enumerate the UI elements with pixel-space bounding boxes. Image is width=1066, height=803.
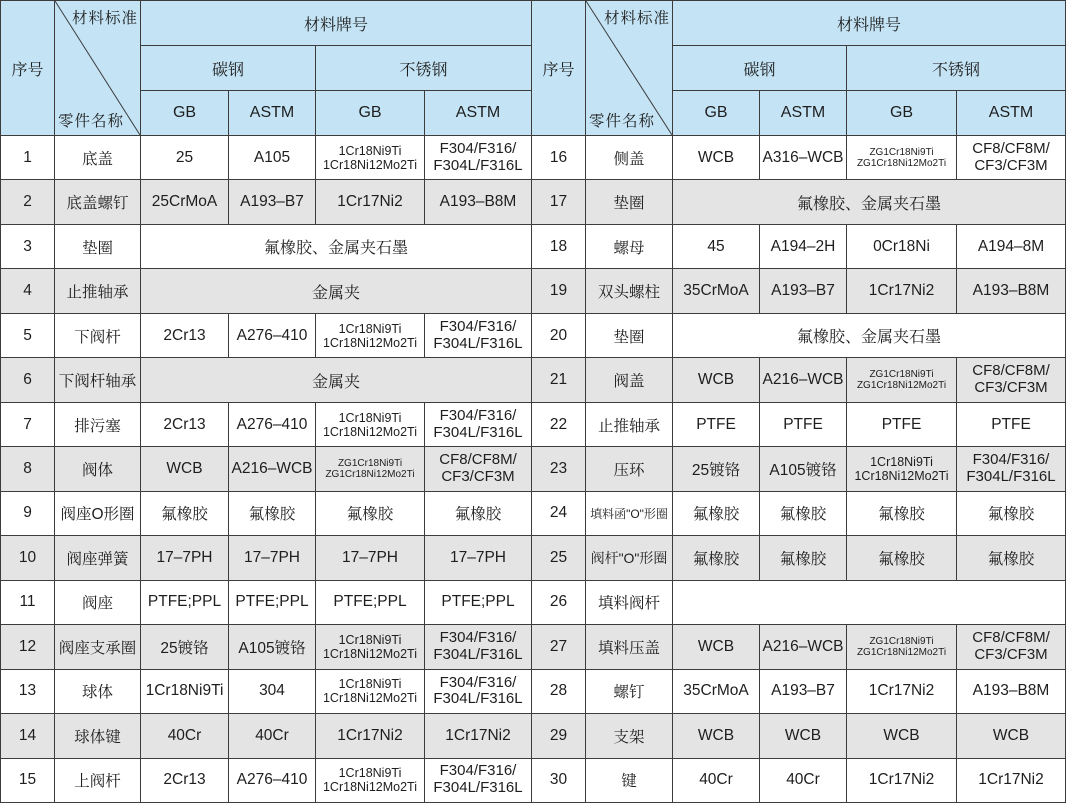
row-number: 14 — [1, 714, 55, 758]
astm-header: ASTM — [957, 91, 1066, 136]
carbon-steel-astm: A105镀铬 — [229, 625, 316, 669]
material-line: F304/F316/ — [972, 451, 1050, 469]
carbon-steel-gb: 25CrMoA — [141, 180, 229, 224]
carbon-steel-gb: 25镀铬 — [141, 625, 229, 669]
stainless-steel-header: 不锈钢 — [316, 46, 532, 91]
stainless-steel-astm: 氟橡胶 — [425, 492, 532, 536]
row-number: 13 — [1, 670, 55, 714]
stainless-steel-gb: 氟橡胶 — [847, 536, 957, 580]
part-name-label: 零件名称 — [589, 113, 656, 130]
material-line: ZG1Cr18Ni12Mo2Ti — [856, 646, 947, 658]
carbon-steel-gb: WCB — [141, 447, 229, 491]
part-name: 下阀杆 — [55, 314, 141, 358]
material-line: ZG1Cr18Ni12Mo2Ti — [325, 468, 415, 480]
row-number: 11 — [1, 581, 55, 625]
stainless-steel-astm: 1Cr17Ni2 — [957, 759, 1066, 803]
carbon-steel-gb: 氟橡胶 — [673, 492, 760, 536]
material-line: 1Cr18Ni9Ti — [338, 410, 402, 425]
part-name: 上阀杆 — [55, 759, 141, 803]
material-line: ZG1Cr18Ni9Ti — [869, 146, 934, 158]
stainless-steel-gb: 氟橡胶 — [316, 492, 425, 536]
material-line: 1Cr18Ni12Mo2Ti — [322, 780, 418, 795]
stainless-steel-gb — [316, 670, 425, 714]
part-name: 底盖螺钉 — [55, 180, 141, 224]
gb-header: GB — [141, 91, 229, 136]
carbon-steel-astm: PTFE — [760, 403, 847, 447]
material-line: F304/F316/ — [439, 673, 517, 691]
carbon-steel-gb: WCB — [673, 625, 760, 669]
carbon-steel-astm: 氟橡胶 — [760, 492, 847, 536]
carbon-steel-gb: 40Cr — [141, 714, 229, 758]
material-line: ZG1Cr18Ni12Mo2Ti — [856, 157, 947, 169]
material-line: CF3/CF3M — [974, 379, 1048, 397]
material-line: F304L/F316L — [433, 779, 523, 797]
stainless-steel-astm — [425, 670, 532, 714]
carbon-steel-astm: A216–WCB — [760, 358, 847, 402]
merged-material: 氟橡胶、金属夹石墨 — [141, 225, 532, 269]
part-name: 下阀杆轴承 — [55, 358, 141, 402]
material-line: ZG1Cr18Ni9Ti — [337, 457, 403, 469]
part-name: 底盖 — [55, 136, 141, 180]
material-line: F304/F316/ — [439, 139, 517, 157]
part-name: 螺母 — [586, 225, 673, 269]
carbon-steel-astm: 304 — [229, 670, 316, 714]
material-line: F304/F316/ — [439, 317, 517, 335]
carbon-steel-gb: 氟橡胶 — [141, 492, 229, 536]
material-line: CF8/CF8M/ — [439, 451, 517, 469]
row-number: 24 — [532, 492, 586, 536]
row-number: 26 — [532, 581, 586, 625]
stainless-steel-gb — [847, 136, 957, 180]
carbon-steel-header: 碳钢 — [141, 46, 316, 91]
part-name: 侧盖 — [586, 136, 673, 180]
stainless-steel-astm: 17–7PH — [425, 536, 532, 580]
material-line: 1Cr18Ni9Ti — [338, 766, 402, 781]
carbon-steel-gb: PTFE — [673, 403, 760, 447]
part-name: 球体 — [55, 670, 141, 714]
row-number: 22 — [532, 403, 586, 447]
material-line: 1Cr18Ni12Mo2Ti — [854, 468, 949, 483]
material-line: ZG1Cr18Ni9Ti — [869, 368, 934, 380]
row-number: 16 — [532, 136, 586, 180]
material-line: F304/F316/ — [439, 406, 517, 424]
row-number: 7 — [1, 403, 55, 447]
material-line: CF3/CF3M — [441, 467, 515, 485]
stainless-steel-astm: A193–B8M — [957, 269, 1066, 313]
material-standard-label: 材料标准 — [603, 10, 670, 27]
part-name: 填料函"O"形圈 — [586, 492, 673, 536]
material-line: F304L/F316L — [433, 645, 523, 663]
stainless-steel-gb — [316, 136, 425, 180]
carbon-steel-astm: A193–B7 — [760, 269, 847, 313]
stainless-steel-gb — [316, 314, 425, 358]
carbon-steel-gb: PTFE;PPL — [141, 581, 229, 625]
carbon-steel-gb: 2Cr13 — [141, 314, 229, 358]
stainless-steel-astm — [957, 358, 1066, 402]
row-number: 15 — [1, 759, 55, 803]
part-name: 止推轴承 — [55, 269, 141, 313]
row-number: 18 — [532, 225, 586, 269]
material-line: F304L/F316L — [966, 467, 1056, 485]
carbon-steel-gb: 1Cr18Ni9Ti — [141, 670, 229, 714]
part-name: 压环 — [586, 447, 673, 491]
carbon-steel-gb: 25镀铬 — [673, 447, 760, 491]
part-name: 螺钉 — [586, 670, 673, 714]
material-line: 1Cr18Ni12Mo2Ti — [322, 691, 418, 706]
part-name: 止推轴承 — [586, 403, 673, 447]
material-line: ZG1Cr18Ni12Mo2Ti — [856, 380, 947, 392]
material-line: 1Cr18Ni9Ti — [870, 454, 933, 469]
merged-material: 金属夹 — [141, 358, 532, 402]
row-number: 2 — [1, 180, 55, 224]
carbon-steel-astm: PTFE;PPL — [229, 581, 316, 625]
row-number: 10 — [1, 536, 55, 580]
part-name: 阀座支承圈 — [55, 625, 141, 669]
part-name: 排污塞 — [55, 403, 141, 447]
part-name: 填料阀杆 — [586, 581, 673, 625]
carbon-steel-astm: A194–2H — [760, 225, 847, 269]
stainless-steel-gb: 1Cr17Ni2 — [316, 714, 425, 758]
diagonal-header — [586, 1, 673, 136]
row-number: 17 — [532, 180, 586, 224]
part-name: 垫圈 — [55, 225, 141, 269]
stainless-steel-astm: 1Cr17Ni2 — [425, 714, 532, 758]
part-name: 阀座O形圈 — [55, 492, 141, 536]
astm-header: ASTM — [229, 91, 316, 136]
part-name: 垫圈 — [586, 180, 673, 224]
stainless-steel-gb: 1Cr17Ni2 — [847, 269, 957, 313]
stainless-steel-gb: 氟橡胶 — [847, 492, 957, 536]
carbon-steel-gb: WCB — [673, 136, 760, 180]
stainless-steel-astm — [957, 625, 1066, 669]
row-number: 23 — [532, 447, 586, 491]
material-line: 1Cr18Ni9Ti — [338, 632, 402, 647]
merged-material: 金属夹 — [141, 269, 532, 313]
stainless-steel-astm: 氟橡胶 — [957, 536, 1066, 580]
material-grade-header: 材料牌号 — [673, 1, 1066, 46]
row-number: 19 — [532, 269, 586, 313]
carbon-steel-astm: 40Cr — [229, 714, 316, 758]
material-grade-header: 材料牌号 — [141, 1, 532, 46]
stainless-steel-gb: PTFE — [847, 403, 957, 447]
carbon-steel-gb: 35CrMoA — [673, 670, 760, 714]
carbon-steel-astm: A193–B7 — [229, 180, 316, 224]
astm-header: ASTM — [760, 91, 847, 136]
row-number: 28 — [532, 670, 586, 714]
material-line: 1Cr18Ni12Mo2Ti — [322, 157, 418, 172]
part-name: 填料压盖 — [586, 625, 673, 669]
carbon-steel-gb: 氟橡胶 — [673, 536, 760, 580]
merged-material: 氟橡胶、金属夹石墨 — [673, 180, 1066, 224]
stainless-steel-astm — [425, 625, 532, 669]
stainless-steel-gb — [316, 403, 425, 447]
material-line: CF8/CF8M/ — [972, 629, 1050, 647]
stainless-steel-astm: WCB — [957, 714, 1066, 758]
gb-header: GB — [847, 91, 957, 136]
stainless-steel-gb — [847, 625, 957, 669]
material-line: F304L/F316L — [433, 423, 523, 441]
carbon-steel-astm: A105 — [229, 136, 316, 180]
carbon-steel-astm: A216–WCB — [760, 625, 847, 669]
material-line: 1Cr18Ni9Ti — [338, 321, 402, 336]
part-name: 支架 — [586, 714, 673, 758]
material-standard-label: 材料标准 — [71, 10, 138, 27]
carbon-steel-astm: 40Cr — [760, 759, 847, 803]
part-name-label: 零件名称 — [58, 113, 125, 130]
row-number: 29 — [532, 714, 586, 758]
material-line: 1Cr18Ni9Ti — [338, 677, 402, 692]
carbon-steel-gb: 45 — [673, 225, 760, 269]
material-line: CF8/CF8M/ — [972, 362, 1050, 380]
carbon-steel-gb: 40Cr — [673, 759, 760, 803]
stainless-steel-gb — [847, 358, 957, 402]
stainless-steel-astm: PTFE — [957, 403, 1066, 447]
carbon-steel-astm: A216–WCB — [229, 447, 316, 491]
material-line: 1Cr18Ni12Mo2Ti — [322, 646, 418, 661]
material-line: CF8/CF8M/ — [972, 139, 1050, 157]
carbon-steel-astm: A105镀铬 — [760, 447, 847, 491]
material-line: F304L/F316L — [433, 334, 523, 352]
carbon-steel-gb: WCB — [673, 358, 760, 402]
part-name: 阀杆"O"形圈 — [586, 536, 673, 580]
row-number: 8 — [1, 447, 55, 491]
merged-material: 氟橡胶、金属夹石墨 — [673, 314, 1066, 358]
stainless-steel-header: 不锈钢 — [847, 46, 1066, 91]
stainless-steel-astm — [425, 403, 532, 447]
stainless-steel-astm: A194–8M — [957, 225, 1066, 269]
stainless-steel-gb: 1Cr17Ni2 — [847, 759, 957, 803]
carbon-steel-astm: WCB — [760, 714, 847, 758]
carbon-steel-header: 碳钢 — [673, 46, 847, 91]
row-number: 1 — [1, 136, 55, 180]
gb-header: GB — [673, 91, 760, 136]
part-name: 垫圈 — [586, 314, 673, 358]
carbon-steel-astm: A316–WCB — [760, 136, 847, 180]
astm-header: ASTM — [425, 91, 532, 136]
row-number: 9 — [1, 492, 55, 536]
carbon-steel-astm: A276–410 — [229, 759, 316, 803]
stainless-steel-astm — [425, 136, 532, 180]
stainless-steel-astm — [425, 759, 532, 803]
material-line: 1Cr18Ni12Mo2Ti — [322, 424, 418, 439]
stainless-steel-gb: 17–7PH — [316, 536, 425, 580]
stainless-steel-gb — [316, 625, 425, 669]
material-line: F304/F316/ — [439, 762, 517, 780]
material-line: F304L/F316L — [433, 156, 523, 174]
stainless-steel-gb — [316, 759, 425, 803]
stainless-steel-astm — [957, 136, 1066, 180]
stainless-steel-astm — [425, 447, 532, 491]
row-number: 6 — [1, 358, 55, 402]
diagonal-header — [55, 1, 141, 136]
material-line: ZG1Cr18Ni9Ti — [869, 635, 934, 647]
stainless-steel-gb: 1Cr17Ni2 — [847, 670, 957, 714]
part-name: 双头螺柱 — [586, 269, 673, 313]
carbon-steel-gb: 17–7PH — [141, 536, 229, 580]
seq-header: 序号 — [532, 1, 586, 136]
carbon-steel-astm: A193–B7 — [760, 670, 847, 714]
stainless-steel-astm: A193–B8M — [425, 180, 532, 224]
row-number: 25 — [532, 536, 586, 580]
row-number: 21 — [532, 358, 586, 402]
carbon-steel-astm: 氟橡胶 — [229, 492, 316, 536]
stainless-steel-astm: 氟橡胶 — [957, 492, 1066, 536]
carbon-steel-gb: 35CrMoA — [673, 269, 760, 313]
row-number: 5 — [1, 314, 55, 358]
row-number: 12 — [1, 625, 55, 669]
material-line: CF3/CF3M — [974, 156, 1048, 174]
part-name: 阀盖 — [586, 358, 673, 402]
row-number: 3 — [1, 225, 55, 269]
stainless-steel-gb: PTFE;PPL — [316, 581, 425, 625]
carbon-steel-gb: 25 — [141, 136, 229, 180]
gb-header: GB — [316, 91, 425, 136]
stainless-steel-astm: A193–B8M — [957, 670, 1066, 714]
carbon-steel-astm: 氟橡胶 — [760, 536, 847, 580]
stainless-steel-astm — [425, 314, 532, 358]
row-number: 27 — [532, 625, 586, 669]
material-line: 1Cr18Ni9Ti — [338, 143, 402, 158]
part-name: 阀座弹簧 — [55, 536, 141, 580]
stainless-steel-gb — [847, 447, 957, 491]
part-name: 阀座 — [55, 581, 141, 625]
part-name: 键 — [586, 759, 673, 803]
part-name: 阀体 — [55, 447, 141, 491]
row-number: 30 — [532, 759, 586, 803]
carbon-steel-astm: 17–7PH — [229, 536, 316, 580]
material-line: 1Cr18Ni12Mo2Ti — [322, 335, 418, 350]
carbon-steel-astm: A276–410 — [229, 403, 316, 447]
part-name: 球体键 — [55, 714, 141, 758]
stainless-steel-astm: PTFE;PPL — [425, 581, 532, 625]
stainless-steel-gb: 1Cr17Ni2 — [316, 180, 425, 224]
row-number: 20 — [532, 314, 586, 358]
stainless-steel-gb: WCB — [847, 714, 957, 758]
material-line: F304L/F316L — [433, 690, 523, 708]
row-number: 4 — [1, 269, 55, 313]
stainless-steel-gb — [316, 447, 425, 491]
material-line: F304/F316/ — [439, 629, 517, 647]
stainless-steel-gb: 0Cr18Ni — [847, 225, 957, 269]
material-line: CF3/CF3M — [974, 645, 1048, 663]
carbon-steel-gb: 2Cr13 — [141, 403, 229, 447]
seq-header: 序号 — [1, 1, 55, 136]
carbon-steel-gb: 2Cr13 — [141, 759, 229, 803]
carbon-steel-astm: A276–410 — [229, 314, 316, 358]
merged-material — [673, 581, 1066, 625]
stainless-steel-astm — [957, 447, 1066, 491]
carbon-steel-gb: WCB — [673, 714, 760, 758]
